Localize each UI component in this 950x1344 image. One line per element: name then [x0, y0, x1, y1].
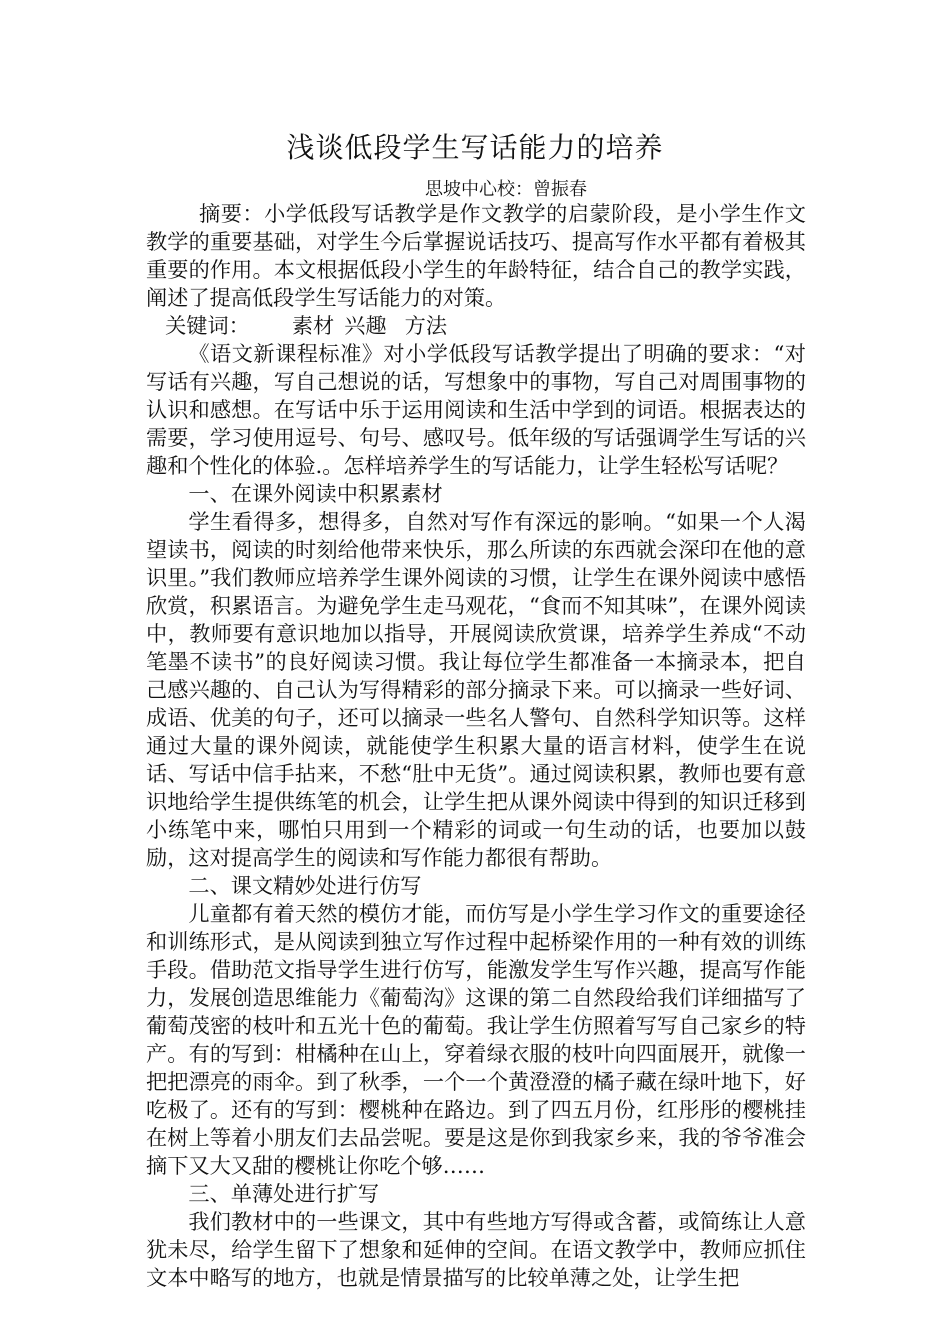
section-heading: 三、单薄处进行扩写: [188, 1181, 380, 1206]
keywords-label: 关键词：: [165, 313, 250, 338]
author-line: 思坡中心校：曾振春: [425, 179, 587, 200]
section-heading: 一、在课外阅读中积累素材: [188, 481, 443, 506]
section-heading: 二、课文精妙处进行仿写: [188, 873, 422, 898]
document-body: [146, 200, 806, 1292]
intro-paragraph: 《语文新课程标准》对小学低段写话教学提出了明确的要求：“对写话有兴趣，写自己想说的话，写想象中的事物，写自己对周围事物的认识和感想。在写话中乐于运用阅读和生活中学到的词语。根据表达的需要，学习使用逗号、句号、感叹号。低年级的写话强调学生写话的兴趣和个性化的体验.。怎样培养学生的写话能力，让学生轻松写话呢？: [146, 341, 806, 478]
keyword-item: 兴趣: [344, 313, 387, 338]
document-title: 浅谈低段学生写话能力的培养: [286, 131, 664, 164]
section-paragraph: 儿童都有着天然的模仿才能，而仿写是小学生学习作文的重要途径和训练形式，是从阅读到独立写作过程中起桥梁作用的一种有效的训练手段。借助范文指导学生进行仿写，能激发学生写作兴趣，提高写作能力，发展创造思维能力《葡萄沟》这课的第二自然段给我们详细描写了葡萄茂密的枝叶和五光十色的葡萄。我让学生仿照着写写自己家乡的特产。有的写到：柑橘种在山上，穿着绿衣服的枝叶向四面展开，就像一把把漂亮的雨伞。到了秋季，一个一个黄澄澄的橘子藏在绿叶地下，好吃极了。还有的写到：樱桃种在路边。到了四五月份，红彤彤的樱桃挂在树上等着小朋友们去品尝呢。要是这是你到我家乡来，我的爷爷准会摘下又大又甜的樱桃让你吃个够……: [146, 901, 806, 1178]
keywords-line: [146, 312, 806, 340]
abstract-paragraph: 摘要：小学低段写话教学是作文教学的启蒙阶段，是小学生作文教学的重要基础，对学生今后掌握说话技巧、提高写作水平都有着极其重要的作用。本文根据低段小学生的年龄特征，结合自己的教学实践，阐述了提高低段学生写话能力的对策。: [146, 201, 806, 310]
keyword-item: 素材: [291, 313, 335, 338]
keyword-item: 方法: [404, 313, 448, 338]
section-paragraph: 我们教材中的一些课文，其中有些地方写得或含蓄，或简练让人意犹未尽，给学生留下了想象和延伸的空间。在语文教学中，教师应抓住文本中略写的地方，也就是情景描写的比较单薄之处，让学生把: [146, 1209, 806, 1290]
section-paragraph: 学生看得多，想得多，自然对写作有深远的影响。“如果一个人渴望读书，阅读的时刻给他带来快乐，那么所读的东西就会深印在他的意识里。”我们教师应培养学生课外阅读的习惯，让学生在课外阅读中感悟欣赏，积累语言。为避免学生走马观花，“食而不知其味”，在课外阅读中，教师要有意识地加以指导，开展阅读欣赏课，培养学生养成“不动笔墨不读书”的良好阅读习惯。我让每位学生都准备一本摘录本，把自己感兴趣的、自己认为写得精彩的部分摘录下来。可以摘录一些好词、成语、优美的句子，还可以摘录一些名人警句、自然科学知识等。这样通过大量的课外阅读，就能使学生积累大量的语言材料，使学生在说话、写话中信手拈来，不愁“肚中无货”。通过阅读积累，教师也要有意识地给学生提供练笔的机会，让学生把从课外阅读中得到的知识迁移到小练笔中来，哪怕只用到一个精彩的词或一句生动的话，也要加以鼓励，这对提高学生的阅读和写作能力都很有帮助。: [146, 509, 806, 870]
